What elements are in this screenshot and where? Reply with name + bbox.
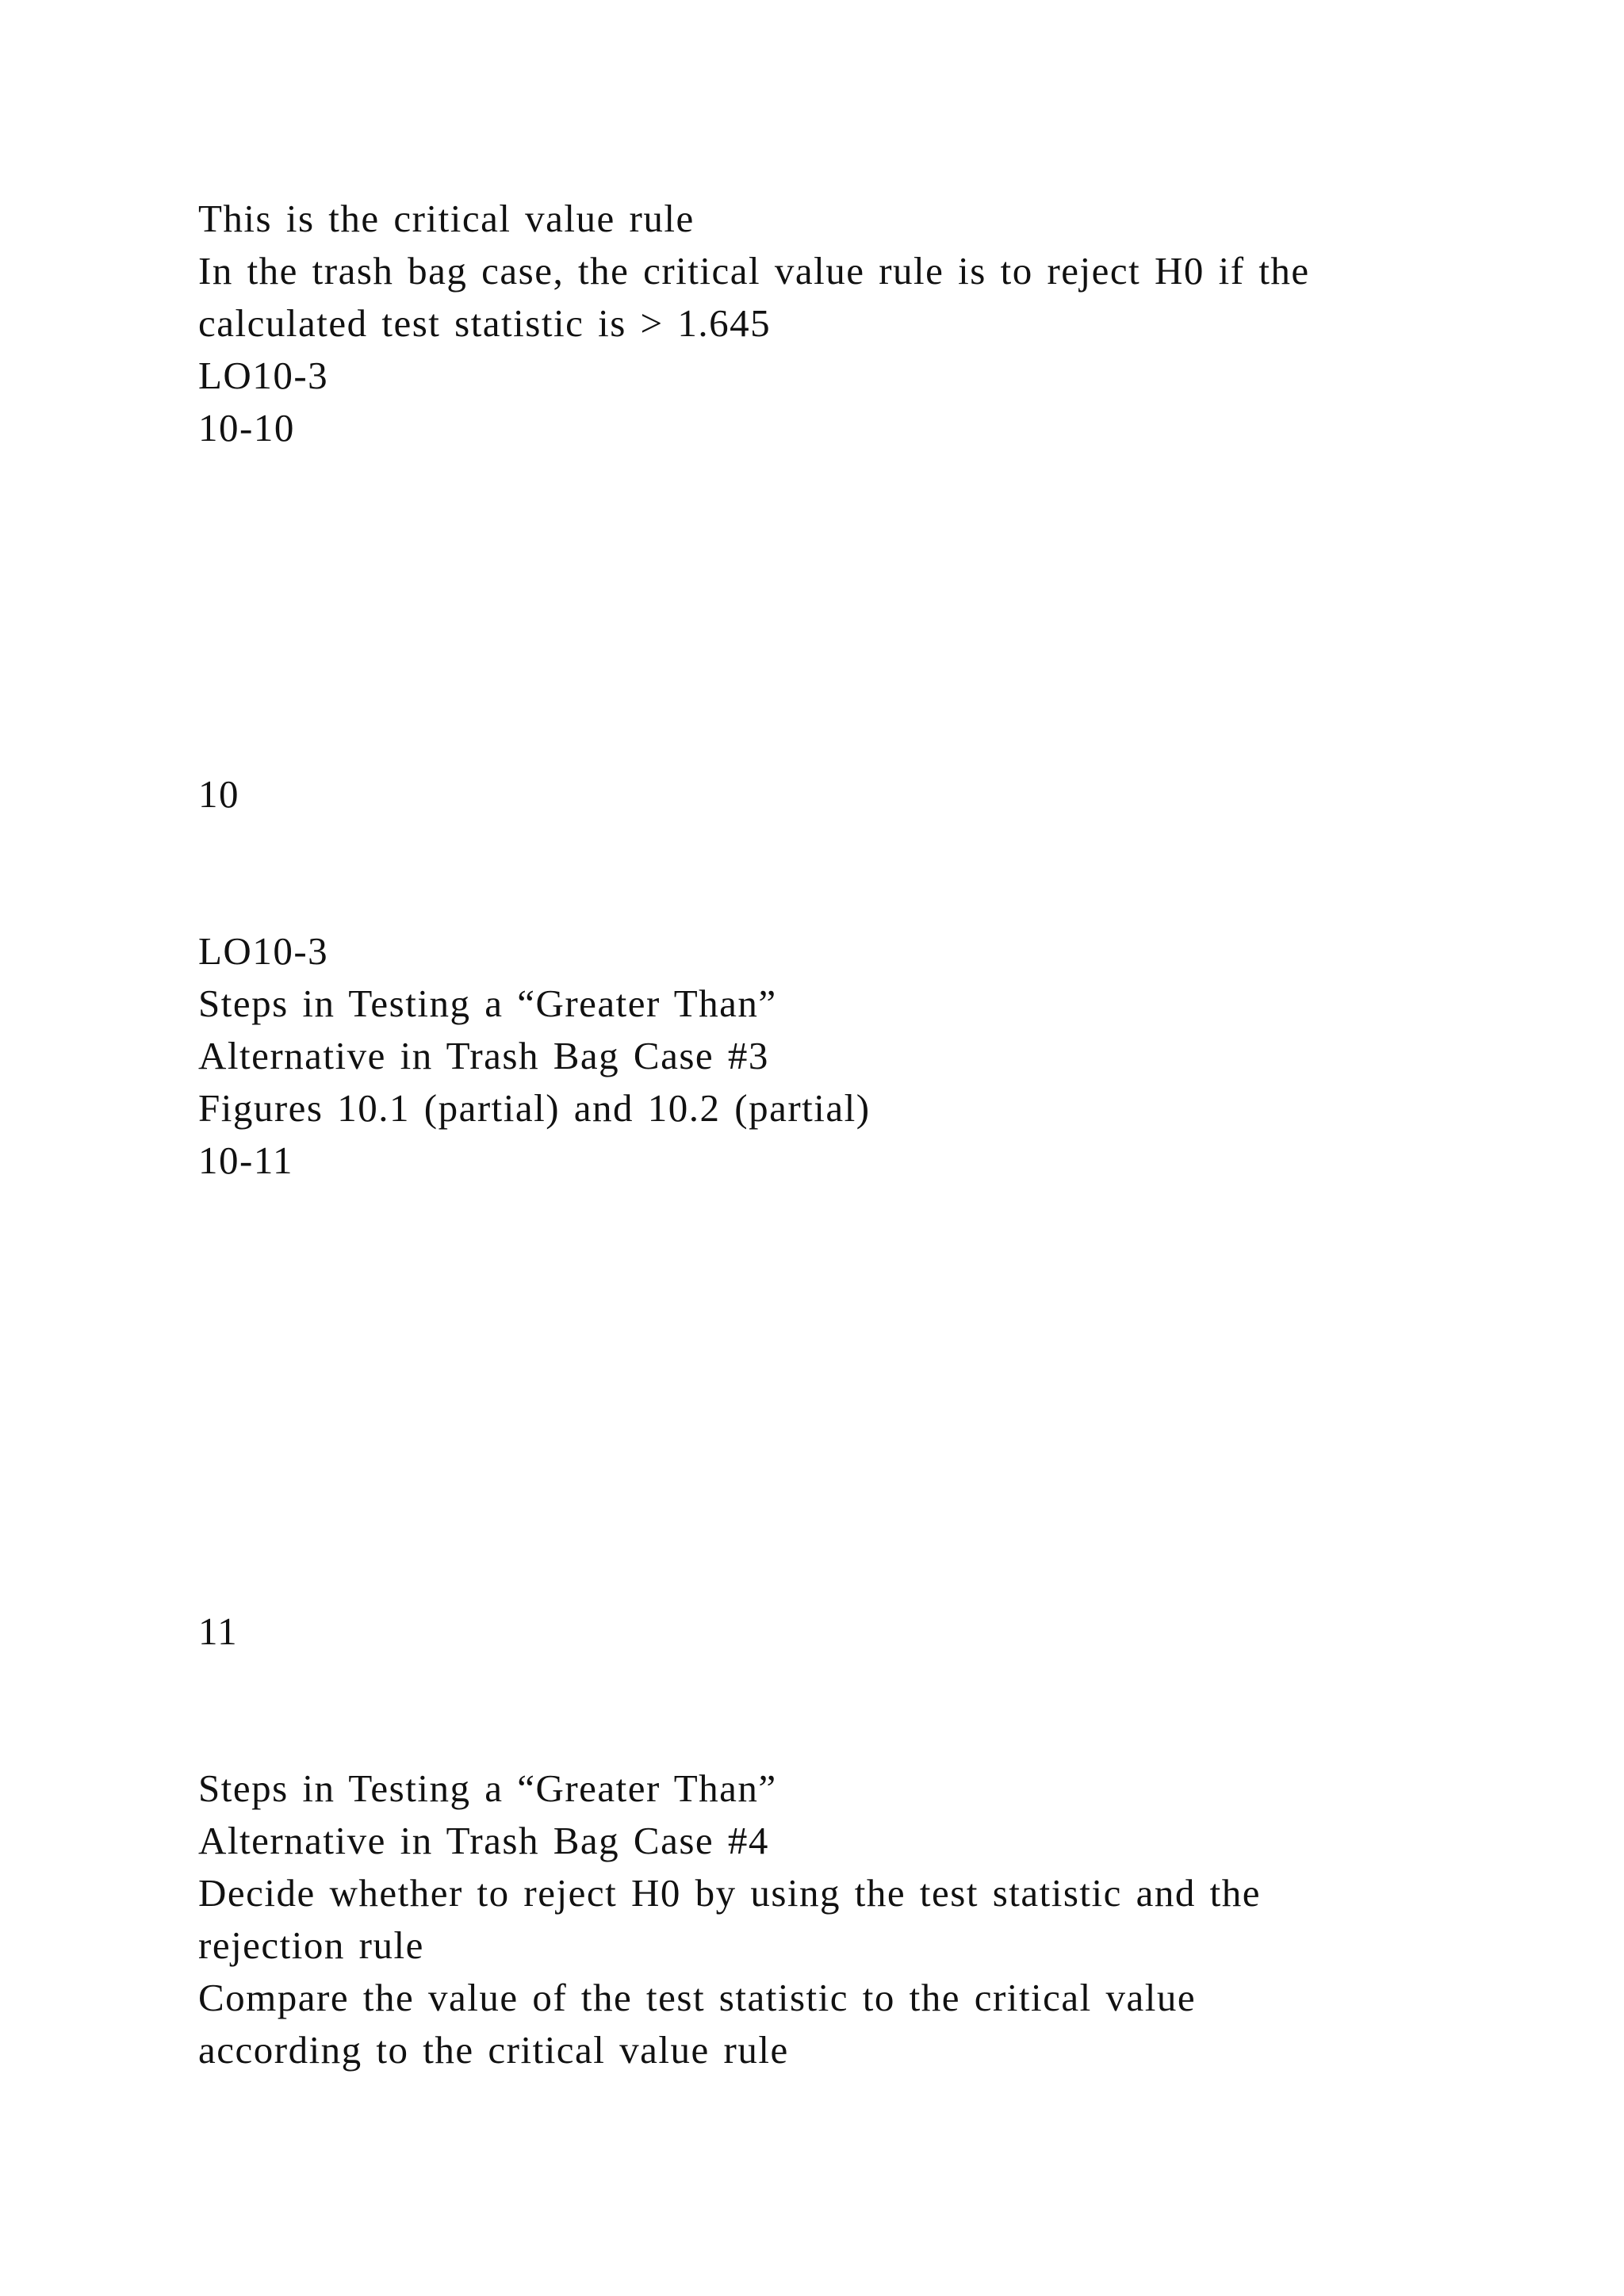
slide-number-label: 10-11 (198, 1138, 293, 1182)
text-line-learning-objective: LO10-3 (198, 354, 329, 397)
section-heading: Alternative in Trash Bag Case #3 (198, 1034, 769, 1077)
text-line-decide: Decide whether to reject H0 by using the test statistic and the (198, 1871, 1262, 1915)
section-heading: Steps in Testing a “Greater Than” (198, 982, 777, 1025)
section-heading: Steps in Testing a “Greater Than” (198, 1766, 777, 1810)
text-line-critical-value-rule: This is the critical value rule (198, 197, 695, 240)
section-heading: Alternative in Trash Bag Case #4 (198, 1819, 769, 1862)
text-line-rejection-rule: rejection rule (198, 1923, 424, 1967)
text-line-compare: Compare the value of the test statistic to the critical value (198, 1976, 1197, 2019)
page-number: 10 (198, 772, 239, 816)
text-line-learning-objective: LO10-3 (198, 929, 329, 973)
text-line-trash-bag-rule: In the trash bag case, the critical value rule is to reject H0 if the (198, 249, 1310, 293)
page-number: 11 (198, 1609, 239, 1653)
text-line-according: according to the critical value rule (198, 2028, 789, 2072)
text-line-figures: Figures 10.1 (partial) and 10.2 (partial) (198, 1086, 871, 1130)
slide-number-label: 10-10 (198, 406, 295, 450)
text-line-test-statistic: calculated test statistic is > 1.645 (198, 301, 772, 345)
